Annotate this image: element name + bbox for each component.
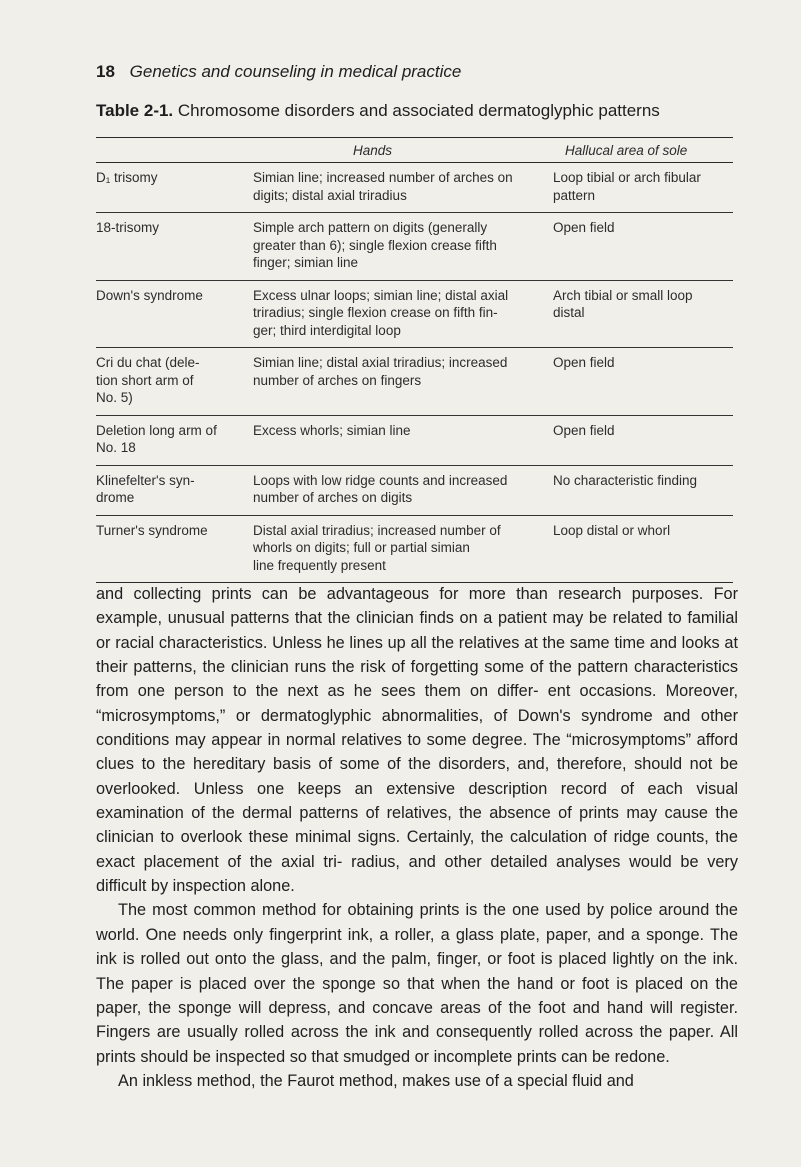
cell-sole <box>553 516 733 583</box>
table-caption <box>96 101 660 121</box>
cell-sole <box>553 213 733 280</box>
running-title: Genetics and counseling in medical practice <box>129 62 462 81</box>
body-paragraph: The most common method for obtaining prints is the one used by police around the world. One needs only fingerprint ink, a roller, a glass plate, paper, and a sponge. The ink is rolled out onto the glass, and the palm, finger, or foot is placed lightly on the ink. The paper is placed over the sponge so that when the hand or foot is placed on the paper, the sponge will depress, and concave areas of the foot and hand will register. Fingers are usually rolled across the ink and consequently rolled across the paper. All prints should be inspected so that smudged or incomplete prints can be redone. <box>96 901 738 1066</box>
cell-line: ger; third interdigital loop <box>253 322 401 338</box>
cell-line: whorls on digits; full or partial simian <box>253 540 470 555</box>
table-title: Chromosome disorders and associated dermatoglyphic patterns <box>177 101 660 120</box>
cell-hands <box>253 281 553 348</box>
cell-hands <box>253 466 553 515</box>
cell-disorder <box>96 416 253 465</box>
page-number: 18 <box>96 62 115 81</box>
cell-line: Arch tibial or small loop <box>553 287 693 303</box>
column-header-hands: Hands <box>353 143 393 158</box>
cell-line: Excess ulnar loops; simian line; distal axial <box>253 287 509 303</box>
cell-line: greater than 6); single flexion crease fifth <box>253 237 497 253</box>
cell-line: Klinefelter's syn- <box>96 472 195 488</box>
column-header-sole: Hallucal area of sole <box>565 143 688 158</box>
cell-line: Distal axial triradius; increased number of <box>253 522 501 538</box>
body-paragraph: and collecting prints can be advantageous for more than research purposes. For example, unusual patterns that the clinician finds on a patient may be related to familial or racial characteristics. Unless he lines up all the relatives at the same time and looks at their patterns, the clinician runs the risk of forgetting some of the pattern characteristics from one person to the next as he sees them on differ- ent occasions. Moreover, “microsymptoms,” or dermatoglyphic abnormalities, of Down's syndrome and other conditions may appear in normal relatives to some degree. The “microsymptoms” afford clues to the hereditary basis of some of the disorders, and, therefore, should not be overlooked. Unless one keeps an extensive description record of each visual examination of the dermal patterns of relatives, the absence of prints may cause the clinician to overlook these minimal signs. Certainly, the calculation of ridge counts, the exact placement of the axial tri- radius, and other detailed analyses would be very difficult by inspection alone. <box>96 585 738 896</box>
cell-sole <box>553 466 733 515</box>
cell-line: Simian line; distal axial triradius; increased <box>253 355 508 370</box>
body-text <box>96 582 738 1093</box>
cell-line: Open field <box>553 355 615 370</box>
cell-disorder <box>96 516 253 583</box>
cell-disorder <box>96 281 253 348</box>
body-paragraph: An inkless method, the Faurot method, makes use of a special fluid and <box>118 1071 634 1090</box>
cell-line: No. 18 <box>96 440 136 455</box>
cell-sole <box>553 348 733 415</box>
cell-line: finger; simian line <box>253 255 359 270</box>
cell-line: Excess whorls; simian line <box>253 422 411 438</box>
table-row <box>96 466 733 515</box>
cell-line: Simple arch pattern on digits (generally <box>253 220 488 235</box>
cell-disorder <box>96 163 253 212</box>
cell-hands <box>253 348 553 415</box>
cell-sole <box>553 163 733 212</box>
cell-disorder <box>96 348 253 415</box>
cell-line: Turner's syndrome <box>96 522 208 538</box>
cell-line: Cri du chat (dele- <box>96 355 200 370</box>
cell-hands <box>253 213 553 280</box>
cell-line: Deletion long arm of <box>96 422 217 438</box>
cell-line: triradius; single flexion crease on fifth fin- <box>253 305 498 320</box>
dermatoglyphics-table <box>96 137 733 583</box>
cell-hands <box>253 516 553 583</box>
cell-line: Down's syndrome <box>96 287 203 303</box>
table-row <box>96 163 733 212</box>
cell-line: tion short arm of <box>96 372 194 388</box>
cell-line: number of arches on fingers <box>253 372 422 388</box>
cell-line: Open field <box>553 422 615 438</box>
cell-line: number of arches on digits <box>253 490 413 505</box>
table-row <box>96 281 733 348</box>
running-head <box>96 62 461 82</box>
cell-line: drome <box>96 490 135 505</box>
cell-line: Simian line; increased number of arches on <box>253 170 513 185</box>
cell-line: Open field <box>553 220 615 235</box>
cell-line: pattern <box>553 187 596 203</box>
cell-line: Loop tibial or arch fibular <box>553 170 701 185</box>
cell-line: 18-trisomy <box>96 220 160 235</box>
table-row <box>96 416 733 465</box>
cell-disorder <box>96 213 253 280</box>
cell-line: D₁ trisomy <box>96 170 158 185</box>
table-row <box>96 516 733 583</box>
cell-line: line frequently present <box>253 557 386 573</box>
table-label: Table 2-1. <box>96 101 174 120</box>
table-row <box>96 348 733 415</box>
cell-line: distal <box>553 305 585 320</box>
cell-line: No characteristic finding <box>553 472 698 488</box>
table-body <box>96 163 733 583</box>
table-row <box>96 213 733 280</box>
cell-line: digits; distal axial triradius <box>253 187 407 203</box>
cell-hands <box>253 163 553 212</box>
cell-hands <box>253 416 553 465</box>
cell-sole <box>553 416 733 465</box>
cell-sole <box>553 281 733 348</box>
cell-line: Loop distal or whorl <box>553 522 671 538</box>
cell-disorder <box>96 466 253 515</box>
table-header-row <box>96 138 733 162</box>
cell-line: Loops with low ridge counts and increased <box>253 472 508 488</box>
cell-line: No. 5) <box>96 390 133 405</box>
